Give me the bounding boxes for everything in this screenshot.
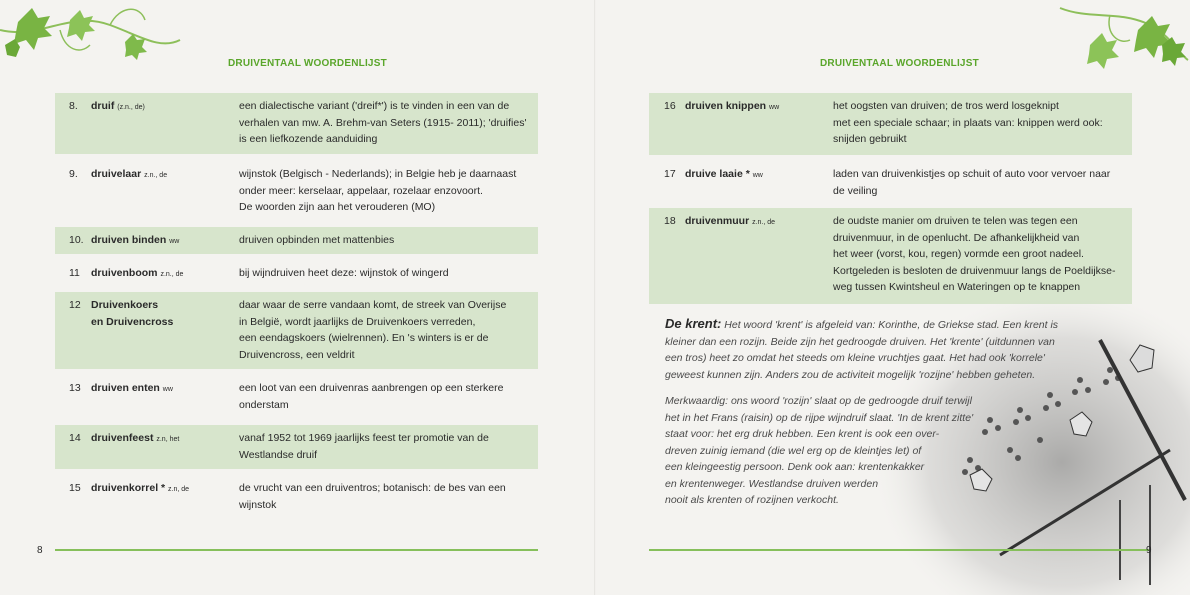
glossary-entry [55,227,538,254]
entry-definition: een dialectische variant ('dreif*') is te vinden in een van de verhalen van mw. A. Brehm-van Seters (1915- 2011); 'druifies' is een liefkozende aanduiding [239,100,527,145]
entry-term: druiven enten ww [91,382,173,394]
entry-number: 18 [664,215,676,227]
krent-text-block: De krent: Het woord 'krent' is afgeleid van: Korinthe, de Griekse stad. Een krent is kleiner dan een rozijn. Beide zijn het gedroogde druiven. Het 'krente' (uitdunnen van een tros) heet zo omdat het steeds om kleine vruchtjes gaat. Het had ook 'korrele' geweest kunnen zijn. Anders zou de activiteit mogelijk 'rozijne' hebben geheten. Merkwaardig: ons woord 'rozijn' slaat op de gedroogde druif terwijl het in het Frans (raisin) op de rijpe wijndruif slaat. 'In de krent zitte' staat voor: het erg druk hebben. Een krent is ook een over- dreven zuinig iemand (die wel erg op de kleintjes let) of een kleingeestig persoon. Denk ook aan: krentenkakker en krentenweger. Westlandse druiven werden nooit als krenten of rozijnen verkocht. [665,316,1059,506]
entry-number: 13 [69,382,81,394]
page-header: DRUIVENTAAL WOORDENLIJST [820,58,979,69]
entry-term: druif (z.n., de) [91,100,145,112]
entry-definition: de oudste manier om druiven te telen was tegen een druivenmuur, in de openlucht. De afhankelijkheid van het weer (vorst, kou, regen) vormde een groot nadeel. Kortgeleden is besloten de druivenmuur langs de Poeldijkse- weg tussen Kwintsheul en Wateringen op te knappen [833,215,1116,293]
entry-definition: wijnstok (Belgisch - Nederlands); in Belgie heb je daarnaast onder meer: kerselaar, appelaar, rozelaar enzovoort. De woorden zijn aan het verouderen (MO) [239,168,517,213]
glossary-entry [649,161,1132,205]
glossary-entry [55,260,538,287]
entry-number: 8. [69,100,78,112]
grape-vine-decoration-left [0,0,190,80]
glossary-entry [55,93,538,154]
grape-vine-decoration-right [1050,0,1190,95]
entry-number: 17 [664,168,676,180]
entry-term: druivenboom z.n., de [91,267,184,279]
glossary-entry [649,208,1132,304]
entry-definition: druiven opbinden met mattenbies [239,234,395,246]
entry-number: 15 [69,482,81,494]
entry-term: druivelaar z.n., de [91,168,168,180]
entry-term: Druivenkoers en Druivencross [91,299,174,328]
entry-definition: vanaf 1952 tot 1969 jaarlijks feest ter promotie van de Westlandse druif [239,432,489,461]
krent-title: De krent: [665,316,722,331]
page-header: DRUIVENTAAL WOORDENLIJST [228,58,387,69]
entry-definition: de vrucht van een druiventros; botanisch: de bes van een wijnstok [239,482,506,511]
entry-definition: daar waar de serre vandaan komt, de streek van Overijse in België, wordt jaarlijks de Druivenkoers verreden, een eendagskoers (wielrennen). En 's winters is er de Druivencross, een veldrit [239,299,507,361]
glossary-entry [55,375,538,419]
entry-definition: laden van druivenkistjes op schuit of auto voor vervoer naar de veiling [833,168,1111,197]
entry-definition: een loot van een druivenras aanbrengen op een sterkere onderstam [239,382,504,411]
footer-rule [55,549,538,551]
glossary-entry [55,475,538,519]
entry-number: 16 [664,100,676,112]
entry-number: 14 [69,432,81,444]
page-number: 9 [1146,545,1152,556]
entry-definition: bij wijndruiven heet deze: wijnstok of wingerd [239,267,449,279]
footer-rule [649,549,1149,551]
entry-number: 12 [69,299,81,311]
entry-term: druivenfeest z.n, het [91,432,180,444]
entry-term: druiven binden ww [91,234,180,246]
glossary-entry [55,425,538,469]
right-page [595,0,1190,595]
glossary-entry [649,93,1132,155]
entry-term: druivenkorrel * z.n, de [91,482,190,494]
entry-number: 10. [69,234,84,246]
entry-term: druiven knippen ww [685,100,780,112]
entry-number: 11 [69,267,80,279]
entry-number: 9. [69,168,78,180]
entry-term: druivenmuur z.n., de [685,215,776,227]
entry-definition: het oogsten van druiven; de tros werd losgeknipt met een speciale schaar; in plaats van: knippen werd ook: snijden gebruikt [833,100,1103,145]
glossary-entry [55,292,538,369]
glossary-entry [55,161,538,222]
entry-term: druive laaie * ww [685,168,763,180]
page-number: 8 [37,545,43,556]
